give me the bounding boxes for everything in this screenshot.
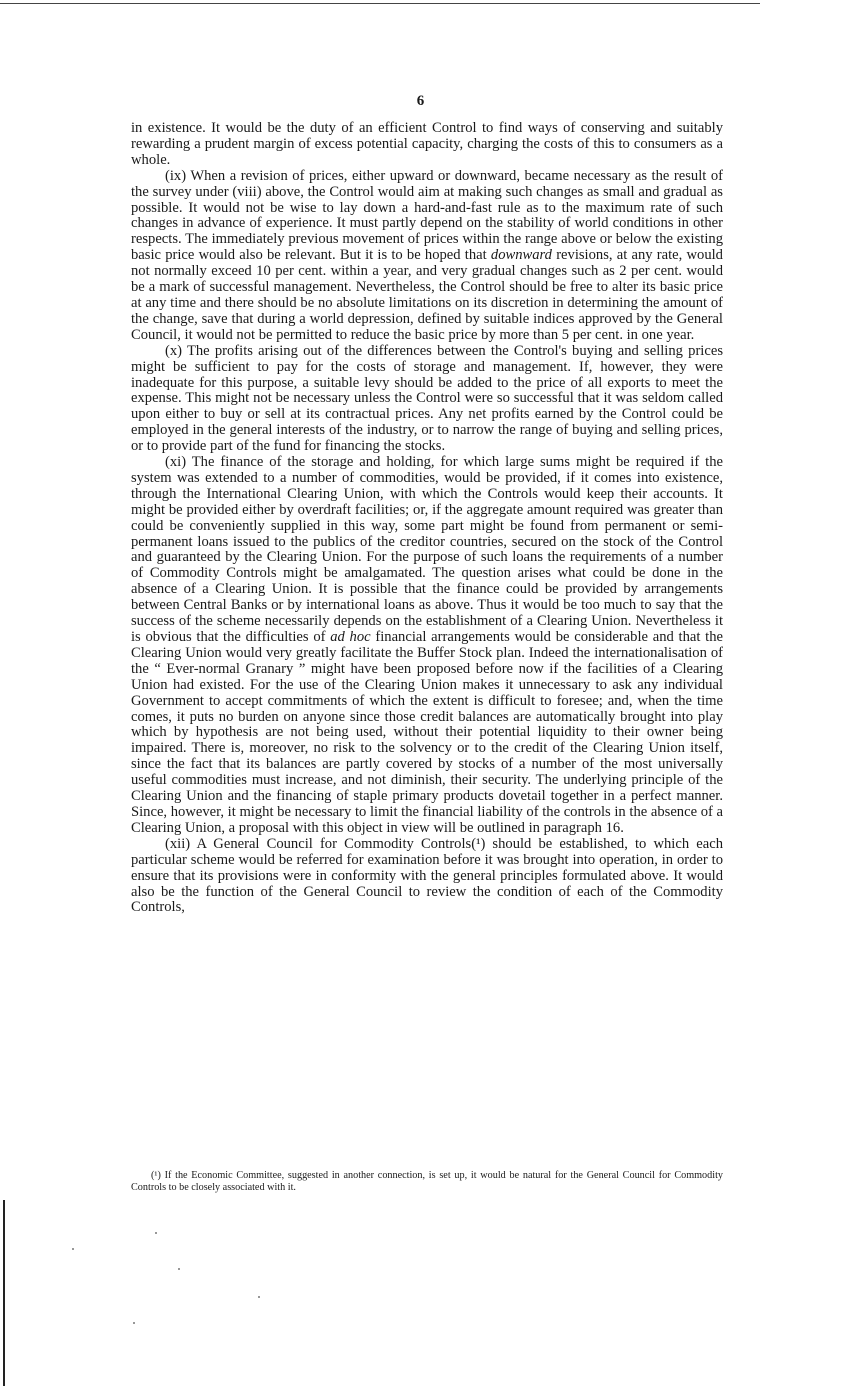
text-segment: revisions, at any rate, would not normally exceed 10 per cent. within a year, and very gradual changes such as 2 per cent. would be a mark of successful management. Nevertheless, the Control should be free to alter its basic price at any time and there should be no absolute limitations on its discretion in determining the amount of the change, save that during a world depression, defined by suitable indices approved by the General Council, it would not be permitted to reduce the basic price by more than 5 per cent. in one year.: [131, 247, 723, 343]
text-segment: (xii) A General Council for Commodity Controls(¹) should be established, to which each particular scheme would be referred for examination before it was brought into operation, in order to ensure that its provisions were in conformity with the general principles formulated above. It would also be the function of the General Council to review the condition of each of the Commodity Controls,: [131, 835, 723, 916]
paragraph-xii: [131, 837, 723, 917]
top-edge-rule: [0, 3, 760, 4]
italic-text: downward: [490, 247, 552, 264]
italic-text: ad hoc: [330, 629, 371, 645]
paragraph-x: [131, 344, 723, 455]
scan-speck: [133, 1322, 135, 1324]
left-edge-mark: [3, 1200, 5, 1386]
text-segment: (x) The profits arising out of the differences between the Control's buying and selling prices might be sufficient to pay for the costs of storage and management. If, however, they were inadequate for this purpose, a suitable levy should be added to the price of all exports to meet the expense. This might not be necessary unless the Control were so successful that it was seldom called upon either to buy or sell at its contractual prices. Any net profits earned by the Control could be employed in the general interests of the industry, or to narrow the range of buying and selling prices, or to provide part of the fund for financing the stocks.: [131, 342, 723, 455]
footnote: (¹) If the Economic Committee, suggested in another connection, is set up, it would be natural for the General Council for Commodity Controls to be closely associated with it.: [131, 1170, 723, 1194]
paragraph-xi: [131, 455, 723, 837]
text-segment: financial arrangements would be considerable and that the Clearing Union would very greatly facilitate the Buffer Stock plan. Indeed the internationalisation of the “ Ever-normal Granary ” might have been proposed before now if the facilities of a Clearing Union had existed. For the use of the Clearing Union makes it unnecessary to ask any individual Government to accept commitments of which the extent is difficult to foresee; and, when the time comes, it puts no burden on anyone since those credit balances are automatically brought into play which by hypothesis are not being used, without their potential liquidity to their owner being impaired. There is, moreover, no risk to the solvency or to the credit of the Clearing Union itself, since the fact that its balances are partly covered by stocks of a number of the most universally useful commodities must increase, and not diminish, their security. The underlying principle of the Clearing Union and the financing of staple primary products dovetail together in a perfect manner. Since, however, it might be necessary to limit the financial liability of the controls in the absence of a Clearing Union, a proposal with this object in view will be outlined in paragraph 16.: [131, 629, 723, 836]
body-text: [131, 121, 723, 916]
text-segment: in existence. It would be the duty of an efficient Control to find ways of conserving and suitably rewarding a prudent margin of excess potential capacity, charging the costs of this to consumers as a whole.: [131, 120, 723, 168]
scan-speck: [155, 1232, 157, 1234]
text-segment: (xi) The finance of the storage and holding, for which large sums might be required if the system was extended to a number of commodities, would be provided, if it comes into existence, through the International Clearing Union, with which the Controls would keep their accounts. It might be provided either by overdraft facilities; or, if the aggregate amount required was greater than could be conveniently supplied in this way, some part might be found from permanent or semi-permanent loans issued to the publics of the creditor countries, secured on the stock of the Control and guaranteed by the Clearing Union. For the purpose of such loans the requirements of a number of Commodity Controls might be amalgamated. The question arises what could be done in the absence of a Clearing Union. It is possible that the finance could be provided by arrangements between Central Banks or by international loans as above. Thus it would be too much to say that the success of the scheme necessarily depends on the establishment of a Clearing Union. Nevertheless it is obvious that the difficulties of: [131, 454, 723, 645]
scan-speck: [258, 1296, 260, 1298]
scan-speck: [72, 1248, 74, 1250]
paragraph-continuation: [131, 121, 723, 169]
paragraph-ix: [131, 169, 723, 344]
text-segment: (ix) When a revision of prices, either upward or downward, became necessary as the result of the survey under (viii) above, the Control would aim at making such changes as small and gradual as possible. It would not be wise to lay down a hard-and-fast rule as to the maximum rate of such changes in advance of experience. It must partly depend on the stability of world conditions in other respects. The immediately previous movement of prices within the range above or below the existing basic price would also be relevant. But it is to be hoped that: [131, 167, 723, 264]
scan-speck: [178, 1268, 180, 1270]
page-number: 6: [416, 93, 425, 109]
